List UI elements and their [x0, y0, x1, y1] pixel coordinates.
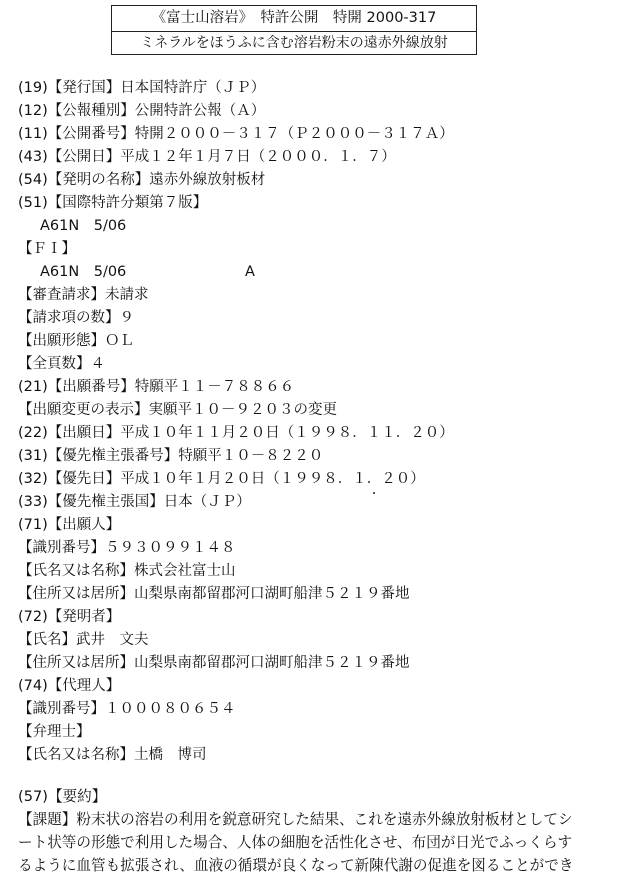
field-applicant-id: 【識別番号】５９３０９９１４８ [18, 540, 236, 556]
field-fi-heading: 【ＦＩ】 [18, 241, 76, 257]
fi-code-suffix: A [245, 264, 255, 280]
header-title-line: ミネラルをほうふに含む溶岩粉末の遠赤外線放射 [140, 35, 448, 51]
field-priority-date: (32)【優先日】平成１０年１月２０日（１９９８．１．２０） [18, 471, 425, 487]
field-issuing-country: (19)【発行国】日本国特許庁（ＪＰ） [18, 80, 266, 96]
field-publication-number: (11)【公開番号】特開２０００－３１７（Ｐ２０００－３１７Ａ） [18, 126, 454, 142]
field-agent-heading: (74)【代理人】 [18, 678, 121, 694]
field-priority-country: (33)【優先権主張国】日本（ＪＰ） [18, 494, 251, 510]
field-ipc-code: A61N 5/06 [40, 218, 127, 234]
field-agent-title: 【弁理士】 [18, 724, 91, 740]
abstract-heading: (57)【要約】 [18, 788, 107, 805]
field-applicant-heading: (71)【出願人】 [18, 517, 121, 533]
field-applicant-name: 【氏名又は名称】株式会社富士山 [18, 563, 236, 579]
fi-code-text: A61N 5/06 [40, 264, 127, 280]
field-inventor-heading: (72)【発明者】 [18, 609, 121, 625]
abstract-line-1: 【課題】粉末状の溶岩の利用を鋭意研究した結果、これを遠赤外線放射板材としてシ [18, 811, 573, 828]
field-application-date: (22)【出願日】平成１０年１１月２０日（１９９８．１１．２０） [18, 425, 454, 441]
scan-speck [373, 492, 375, 494]
field-inventor-name: 【氏名】武井 文夫 [18, 632, 149, 648]
field-examination-request: 【審査請求】未請求 [18, 287, 149, 303]
field-priority-number: (31)【優先権主張番号】特願平１０－８２２０ [18, 448, 324, 464]
field-publication-date: (43)【公開日】平成１２年１月７日（２０００．１．７） [18, 149, 396, 165]
abstract-line-2: ート状等の形態で利用した場合、人体の細胞を活性化させ、布団が日光でふっくらす [18, 834, 573, 851]
field-inventor-address: 【住所又は居所】山梨県南都留郡河口湖町船津５２１９番地 [18, 655, 410, 671]
field-ipc-heading: (51)【国際特許分類第７版】 [18, 195, 208, 211]
field-application-change: 【出願変更の表示】実願平１０－９２０３の変更 [18, 402, 337, 418]
field-agent-name: 【氏名又は名称】土橋 博司 [18, 747, 207, 763]
field-application-number: (21)【出願番号】特願平１１－７８８６６ [18, 379, 295, 395]
field-applicant-address: 【住所又は居所】山梨県南都留郡河口湖町船津５２１９番地 [18, 586, 410, 602]
field-publication-type: (12)【公報種別】公開特許公報（Ａ） [18, 103, 266, 119]
field-invention-title: (54)【発明の名称】遠赤外線放射板材 [18, 172, 266, 188]
field-application-form: 【出願形態】ＯＬ [18, 333, 134, 349]
field-fi-code [40, 262, 255, 282]
field-agent-id: 【識別番号】１０００８０６５４ [18, 701, 236, 717]
field-page-count: 【全頁数】４ [18, 356, 105, 372]
document-header [111, 5, 477, 55]
field-claim-count: 【請求項の数】９ [18, 310, 134, 326]
abstract-line-3: るように血管も拡張され、血液の循環が良くなって新陳代謝の促進を図ることができ [18, 857, 574, 874]
header-publication-line: 《富士山溶岩》 特許公開 特開 2000-317 [112, 6, 476, 32]
